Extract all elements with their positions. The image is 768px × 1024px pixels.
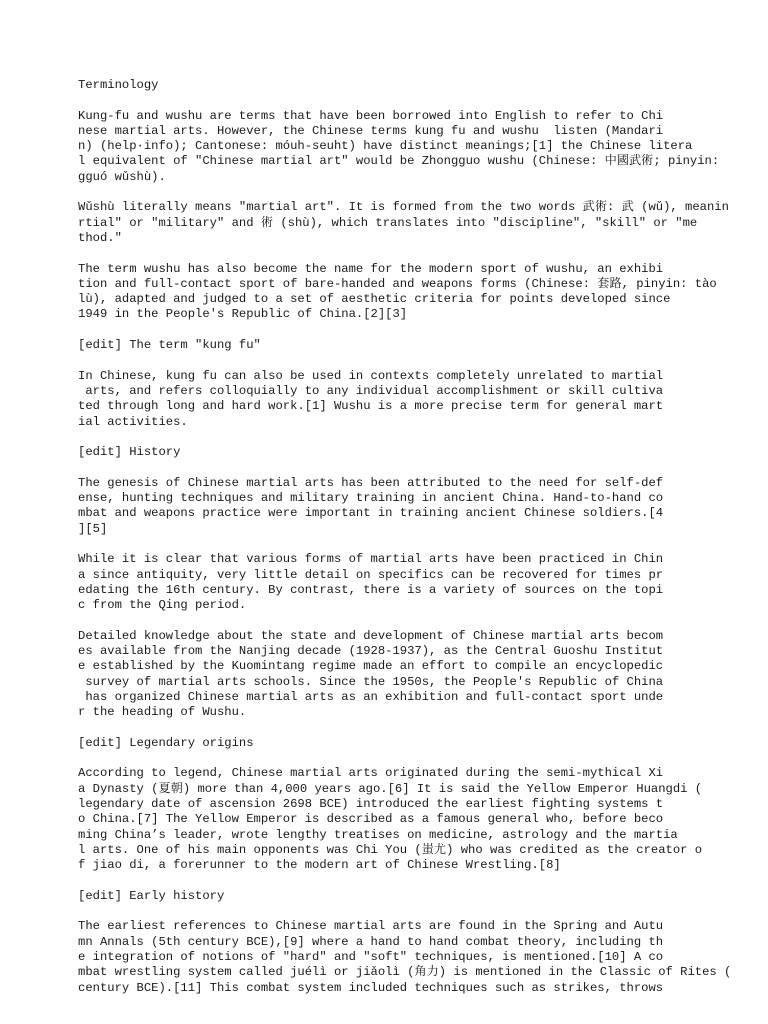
paragraph [78, 109, 768, 185]
paragraph-gap [78, 185, 768, 200]
paragraph-gap [78, 93, 768, 108]
text-line: n) (help·info); Cantonese: móuh-seuht) have distinct meanings;[1] the Chinese litera [78, 139, 693, 154]
document-body [78, 78, 768, 996]
text-line: According to legend, Chinese martial arts originated during the semi-mythical Xi [78, 766, 664, 781]
text-line: o China.[7] The Yellow Emperor is described as a famous general who, before beco [78, 812, 664, 827]
text-line: rtial" or "military" and 術 (shù), which translates into "discipline", "skill" or "me [78, 215, 698, 230]
text-line: Kung-fu and wushu are terms that have been borrowed into English to refer to Chi [78, 108, 664, 123]
text-line: survey of martial arts schools. Since the 1950s, the People's Republic of China [78, 674, 664, 689]
text-line: e integration of notions of "hard" and "soft" techniques, is mentioned.[10] A co [78, 949, 664, 964]
paragraph [78, 369, 768, 430]
paragraph-gap [78, 246, 768, 261]
text-line: ted through long and hard work.[1] Wushu is a more precise term for general mart [78, 399, 664, 414]
text-line: ming China’s leader, wrote lengthy treatises on medicine, astrology and the martia [78, 827, 678, 842]
text-line: century BCE).[11] This combat system included techniques such as strikes, throws [78, 980, 664, 995]
heading-text: Terminology [78, 78, 159, 92]
paragraph-gap [78, 613, 768, 628]
text-line: mbat and weapons practice were important in training ancient Chinese soldiers.[4 [78, 506, 664, 521]
text-line: nese martial arts. However, the Chinese terms kung fu and wushu listen (Mandari [78, 123, 664, 138]
text-line: lù), adapted and judged to a set of aesthetic criteria for points developed since [78, 292, 671, 307]
text-line: ial activities. [78, 414, 188, 429]
text-line: tion and full-contact sport of bare-handed and weapons forms (Chinese: 套路, pinyin: tào [78, 276, 717, 291]
paragraph [78, 200, 768, 246]
text-line: mn Annals (5th century BCE),[9] where a hand to hand combat theory, including th [78, 934, 664, 949]
paragraph [78, 629, 768, 721]
text-line: arts, and refers colloquially to any individual accomplishment or skill cultiva [78, 383, 664, 398]
paragraph-gap [78, 430, 768, 445]
text-line: a since antiquity, very little detail on specifics can be recovered for times pr [78, 567, 664, 582]
paragraph-gap [78, 323, 768, 338]
text-line: l equivalent of "Chinese martial art" would be Zhongguo wushu (Chinese: 中國武術; pinyin: [78, 154, 720, 169]
paragraph [78, 552, 768, 613]
text-line: Detailed knowledge about the state and development of Chinese martial arts becom [78, 628, 664, 643]
paragraph-gap [78, 904, 768, 919]
text-line: f jiao di, a forerunner to the modern art of Chinese Wrestling.[8] [78, 858, 561, 873]
paragraph [78, 766, 768, 873]
text-line: e established by the Kuomintang regime made an effort to compile an encyclopedic [78, 659, 664, 674]
paragraph-gap [78, 720, 768, 735]
paragraph [78, 262, 768, 323]
paragraph-gap [78, 537, 768, 552]
heading-text: [edit] The term "kung fu" [78, 338, 261, 353]
text-line: r the heading of Wushu. [78, 705, 247, 720]
text-line: edating the 16th century. By contrast, there is a variety of sources on the topi [78, 582, 664, 597]
section-heading [78, 78, 768, 93]
text-line: 1949 in the People's Republic of China.[2][3] [78, 307, 408, 322]
text-line: es available from the Nanjing decade (1928-1937), as the Central Guoshu Institut [78, 643, 664, 658]
paragraph-gap [78, 353, 768, 368]
text-line: The genesis of Chinese martial arts has been attributed to the need for self-def [78, 475, 664, 490]
section-heading [78, 338, 768, 353]
text-line: c from the Qing period. [78, 598, 247, 613]
section-heading [78, 736, 768, 751]
text-line: mbat wrestling system called juélì or jiǎolì (角力) is mentioned in the Classic of Rites ( [78, 965, 732, 980]
paragraph-gap [78, 751, 768, 766]
paragraph [78, 476, 768, 537]
text-line: has organized Chinese martial arts as an exhibition and full-contact sport unde [78, 689, 664, 704]
paragraph-gap [78, 873, 768, 888]
text-line: In Chinese, kung fu can also be used in contexts completely unrelated to martial [78, 368, 664, 383]
paragraph-gap [78, 460, 768, 475]
text-line: gguó wǔshù). [78, 169, 166, 184]
text-line: While it is clear that various forms of martial arts have been practiced in Chin [78, 552, 664, 567]
section-heading [78, 445, 768, 460]
text-line: Wǔshù literally means "martial art". It is formed from the two words 武術: 武 (wǔ), meanin [78, 200, 729, 215]
text-line: thod." [78, 230, 122, 245]
text-line: l arts. One of his main opponents was Chi You (蚩尤) who was credited as the creator o [78, 842, 703, 857]
paragraph [78, 919, 768, 995]
text-line: The term wushu has also become the name for the modern sport of wushu, an exhibi [78, 261, 664, 276]
text-line: ][5] [78, 521, 108, 536]
heading-text: [edit] Legendary origins [78, 735, 254, 750]
text-line: a Dynasty (夏朝) more than 4,000 years ago.[6] It is said the Yellow Emperor Huangdi ( [78, 781, 703, 796]
section-heading [78, 889, 768, 904]
text-line: The earliest references to Chinese martial arts are found in the Spring and Autu [78, 919, 664, 934]
heading-text: [edit] History [78, 445, 181, 460]
heading-text: [edit] Early history [78, 888, 225, 903]
text-line: legendary date of ascension 2698 BCE) introduced the earliest fighting systems t [78, 796, 664, 811]
text-line: ense, hunting techniques and military training in ancient China. Hand-to-hand co [78, 491, 664, 506]
